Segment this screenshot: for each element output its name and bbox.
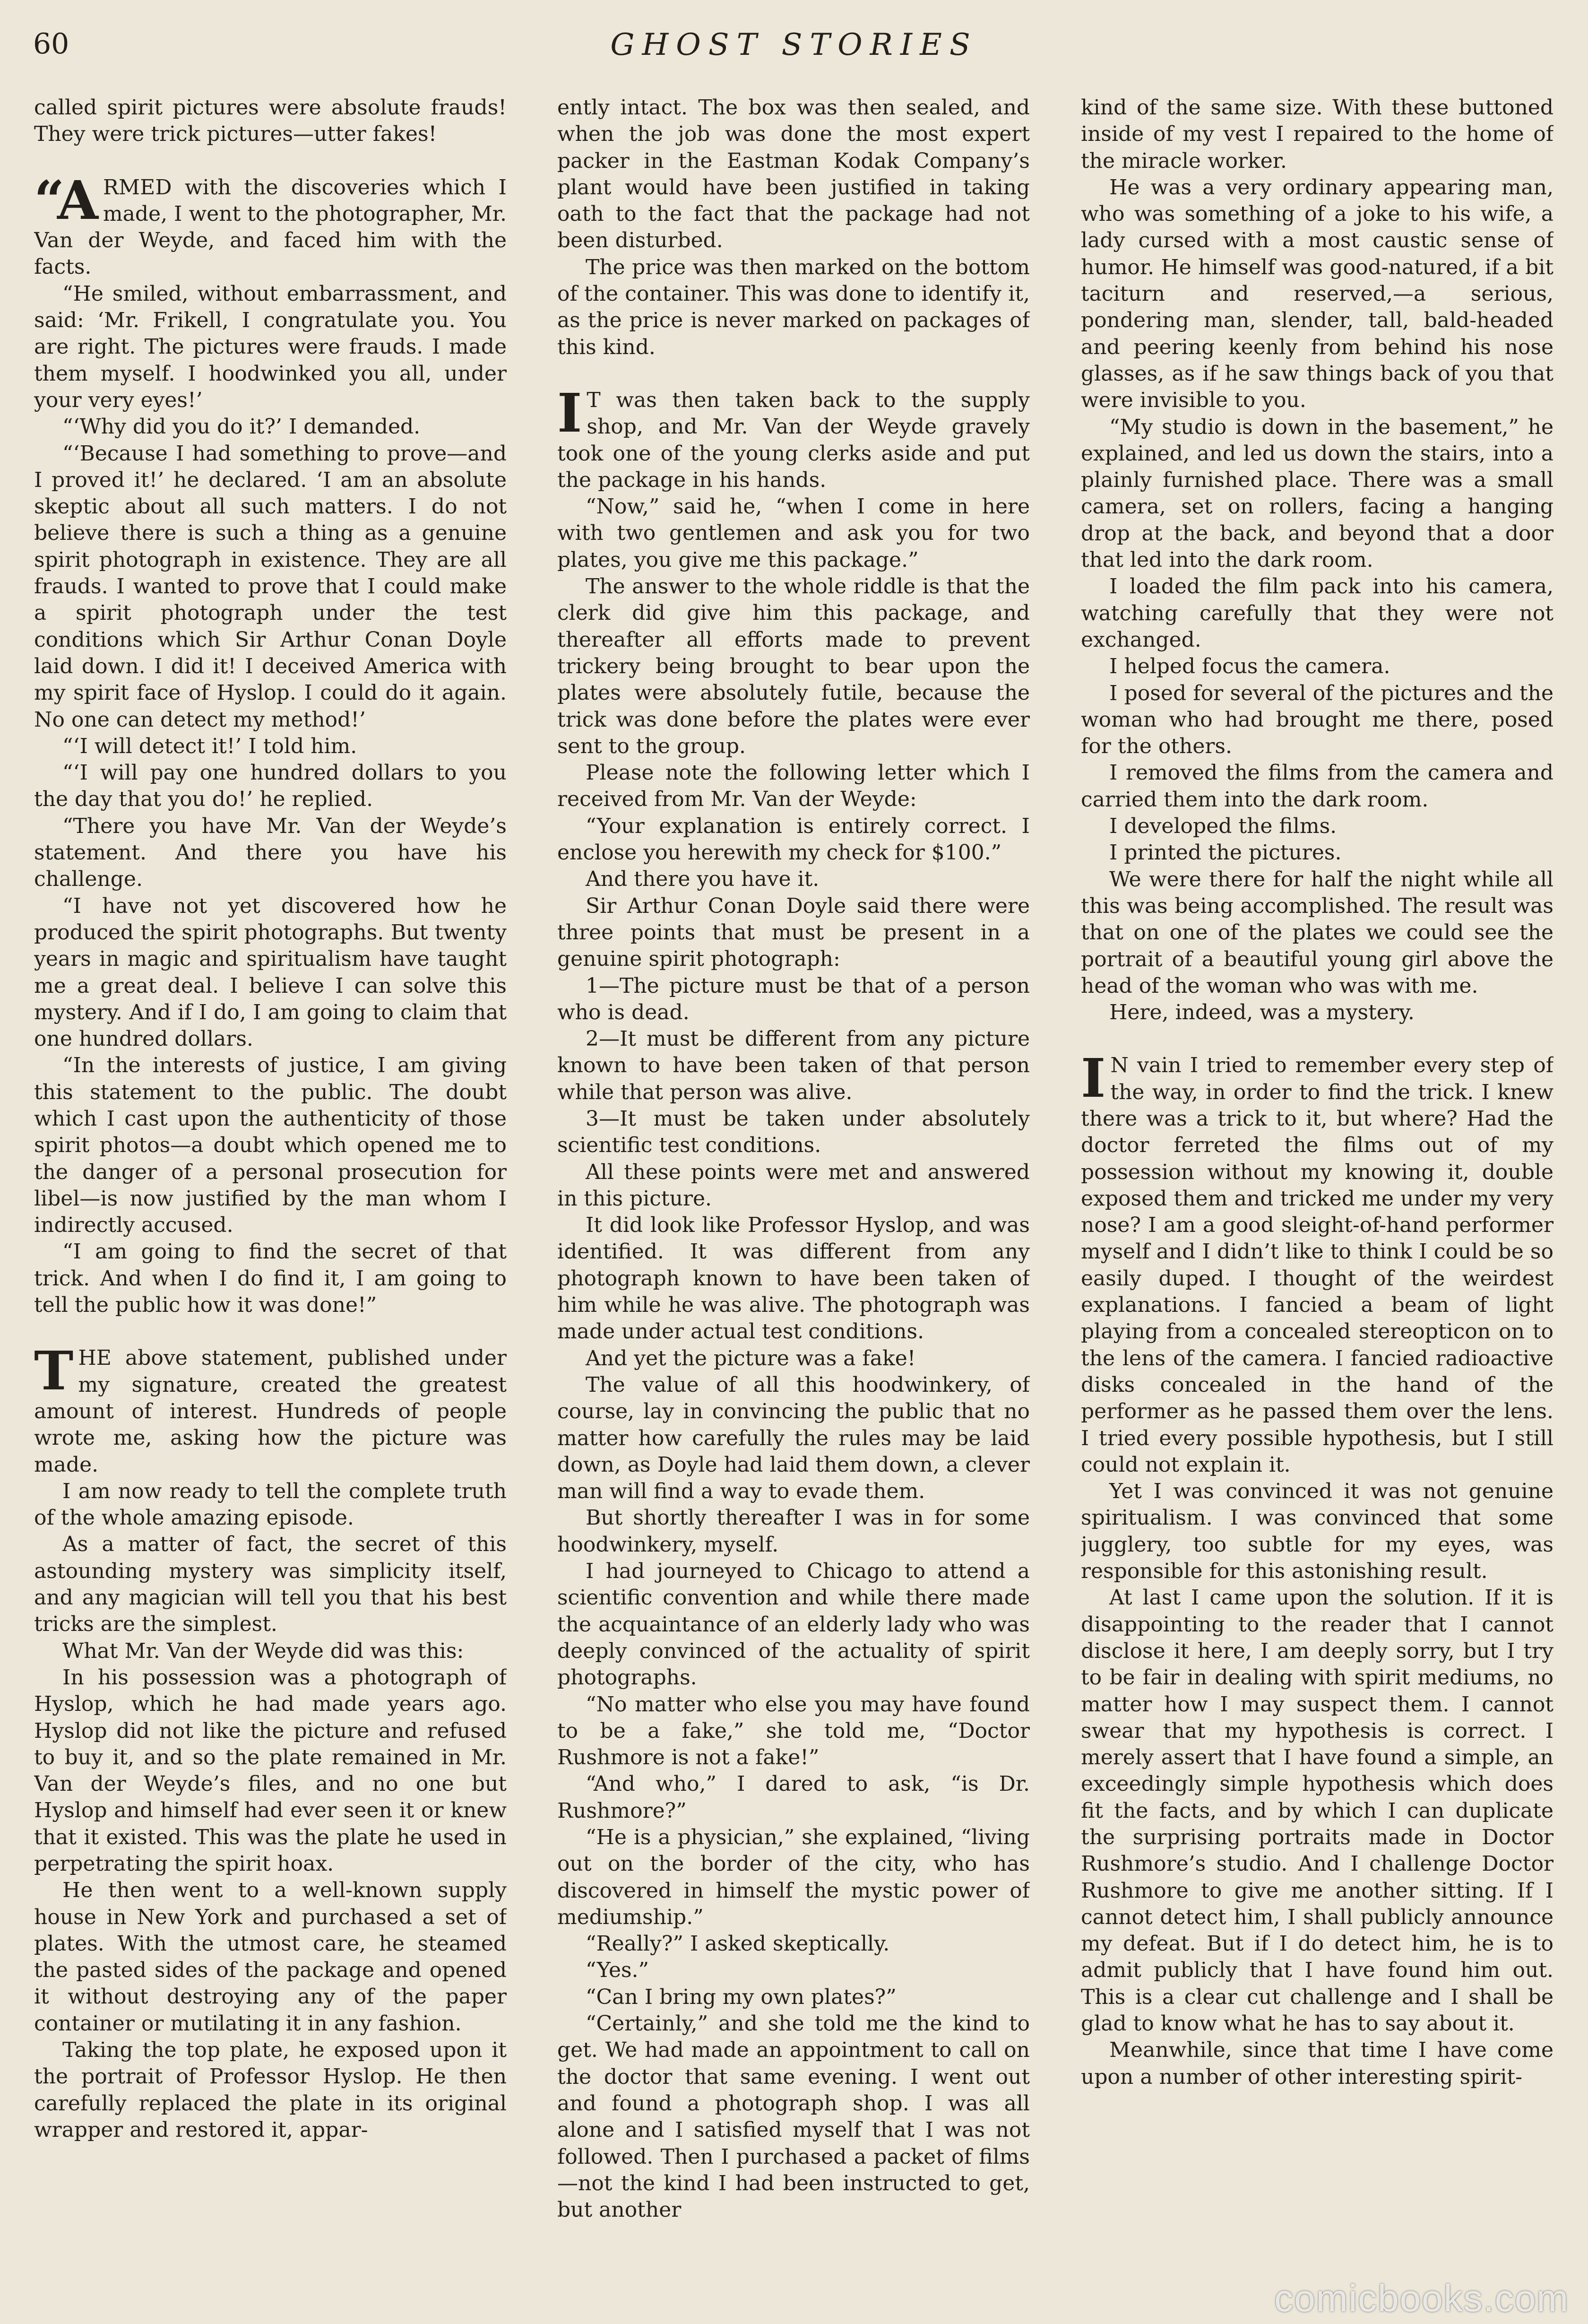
paragraph — [1081, 573, 1553, 653]
paragraph — [1081, 95, 1553, 174]
paragraph — [1081, 174, 1553, 414]
paragraph-text: I removed the films from the camera and carried them into the dark room. — [1081, 761, 1553, 812]
paragraph — [34, 1239, 507, 1318]
paragraph — [1081, 1478, 1553, 1585]
paragraph — [557, 1372, 1030, 1505]
paragraph-text: “‘I will detect it!’ I told him. — [62, 734, 357, 758]
paragraph — [557, 494, 1030, 573]
paragraph-text: And yet the picture was a fake! — [586, 1346, 916, 1370]
paragraph — [1081, 840, 1553, 866]
paragraph — [34, 281, 507, 414]
page-header — [33, 23, 1555, 70]
paragraph — [557, 1957, 1030, 1984]
drop-cap: T — [34, 1340, 74, 1403]
paragraph — [1081, 414, 1553, 574]
paragraph-text: I had journeyed to Chicago to attend a scientific convention and while there made the acquaintance of an elderly lady who was deeply convinced of the actuality of spirit photographs. — [557, 1559, 1030, 1690]
paragraph-text: RMED with the discoveries which I made, I went to the photographer, Mr. Van der Weyde, and faced him with the facts. — [34, 175, 507, 279]
paragraph — [34, 95, 507, 148]
paragraph — [557, 760, 1030, 813]
paragraph — [34, 1665, 507, 1877]
paragraph — [557, 1026, 1030, 1106]
paragraph-text: “Your explanation is entirely correct. I enclose you herewith my check for $100.” — [557, 814, 1030, 865]
paragraph — [557, 1212, 1030, 1345]
paragraph-text: “He smiled, without embarrassment, and said: ‘Mr. Frikell, I congratulate you. You are right. The pictures were frauds. I made them myself. I hoodwinked you all, under your very eyes!’ — [34, 281, 507, 412]
paragraph — [557, 254, 1030, 361]
paragraph-text: “I have not yet discovered how he produced the spirit photographs. But twenty years in magic and spiritualism have taught me a great deal. I believe I can solve this mystery. And if I do, I am going to claim that one hundred dollars. — [34, 893, 507, 1051]
paragraph-text: “‘Because I had something to prove—and I proved it!’ he declared. ‘I am an absolute skeptic about all such matters. I do not believe there is such a thing as a genuine spirit photograph in existence. They are all frauds. I wanted to prove that I could make a spirit photograph under the test conditions which Sir Arthur Conan Doyle laid down. I did it! I deceived America with my spirit face of Hyslop. I could do it again. No one can detect my method!’ — [34, 441, 507, 732]
paragraph-text: Taking the top plate, he exposed upon it the portrait of Professor Hyslop. He then carefully replaced the plate in its original wrapper and restored it, appar- — [34, 2038, 507, 2142]
paragraph-text: But shortly thereafter I was in for some hoodwinkery, myself. — [557, 1506, 1030, 1557]
paragraph-text: T was then taken back to the supply shop, and Mr. Van der Weyde gravely took one of the young clerks aside and put the package in his hands. — [557, 388, 1030, 492]
paragraph — [557, 95, 1030, 254]
paragraph — [1081, 1048, 1553, 1478]
paragraph-text: “Really?” I asked skeptically. — [586, 1932, 890, 1956]
paragraph — [557, 893, 1030, 973]
text-column-3 — [1081, 95, 1553, 2293]
paragraph — [34, 813, 507, 893]
paragraph-text: “And who,” I dared to ask, “is Dr. Rushmore?” — [557, 1772, 1030, 1823]
drop-cap: I — [557, 382, 582, 444]
paragraph — [1081, 653, 1553, 680]
paragraph-text: HE above statement, published under my signature, created the greatest amount of interest. Hundreds of people wrote me, asking how the picture was made. — [34, 1346, 507, 1477]
paragraph — [34, 1531, 507, 1638]
paragraph-text: As a matter of fact, the secret of this astounding mystery was simplicity itself, and any magician will tell you that his best tricks are the simplest. — [34, 1532, 507, 1637]
paragraph-text: “In the interests of justice, I am giving this statement to the public. The doubt which I cast upon the authenticity of those spirit photos—a doubt which opened me to the danger of a personal prosecution for libel—is now justified by the man whom I indirectly accused. — [34, 1053, 507, 1238]
paragraph-text: I am now ready to tell the complete truth of the whole amazing episode. — [34, 1479, 507, 1530]
paragraph-text: “Now,” said he, “when I come in here with two gentlemen and ask you for two plates, you give me this package.” — [557, 494, 1030, 572]
paragraph-text: He was a very ordinary appearing man, who was something of a joke to his wife, a lady cursed with a most caustic sense of humor. He himself was good-natured, if a bit taciturn and reserved,—a serious, pondering man, slender, tall, bald-headed and peering keenly from behind his nose glasses, as if he saw things back of you that were invisible to you. — [1081, 175, 1553, 413]
paragraph-text: In his possession was a photograph of Hyslop, which he had made years ago. Hyslop did not like the picture and refused to buy it, and so the plate remained in Mr. Van der Weyde’s files, and no one but Hyslop and himself had ever seen it or knew that it existed. This was the plate he used in perpetrating the spirit hoax. — [34, 1665, 507, 1876]
paragraph-text: 2—It must be different from any picture known to have been taken of that person while that person was alive. — [557, 1027, 1030, 1104]
paragraph — [34, 733, 507, 760]
drop-cap: “A — [34, 169, 98, 232]
paragraph — [34, 760, 507, 813]
paragraph-text: kind of the same size. With these buttoned inside of my vest I repaired to the home of the miracle worker. — [1081, 95, 1553, 173]
paragraph — [557, 1771, 1030, 1824]
paragraph-text: “Certainly,” and she told me the kind to get. We had made an appointment to call on the doctor that same evening. I went out and found a photograph shop. I was all alone and I satisfied myself that I was not followed. Then I purchased a packet of films—not the kind I had been instructed to get, but another — [557, 2012, 1030, 2222]
paragraph — [1081, 813, 1553, 840]
paragraph — [557, 1558, 1030, 1691]
paragraph-text: I loaded the film pack into his camera, watching carefully that they were not exchanged. — [1081, 574, 1553, 652]
paragraph-text: “No matter who else you may have found to be a fake,” she told me, “Doctor Rushmore is not a fake!” — [557, 1692, 1030, 1770]
paragraph — [34, 169, 507, 281]
paragraph — [34, 441, 507, 733]
paragraph — [34, 1638, 507, 1665]
paragraph — [557, 1159, 1030, 1213]
paragraph — [557, 382, 1030, 494]
paragraph-text: The answer to the whole riddle is that the clerk did give him this package, and thereafter all efforts made to prevent trickery being brought to bear upon the plates were absolutely futile, because the trick was done before the plates were ever sent to the group. — [557, 574, 1030, 758]
text-column-1 — [34, 95, 507, 2293]
paragraph-text: “I am going to find the secret of that trick. And when I do find it, I am going to tell the public how it was done!” — [34, 1240, 507, 1318]
paragraph — [34, 1877, 507, 2037]
paragraph-text: The value of all this hoodwinkery, of course, lay in convincing the public that no matter how carefully the rules may be laid down, as Doyle had laid them down, a clever man will find a way to evade them. — [557, 1372, 1030, 1504]
paragraph-text: “Can I bring my own plates?” — [586, 1985, 897, 2009]
paragraph — [34, 1340, 507, 1478]
paragraph — [34, 414, 507, 440]
paragraph — [34, 893, 507, 1053]
paragraph — [34, 1052, 507, 1239]
magazine-title: GHOST STORIES — [610, 27, 978, 62]
paragraph-text: 3—It must be taken under absolutely scientific test conditions. — [557, 1106, 1030, 1158]
paragraph — [1081, 680, 1553, 760]
paragraph-text: “My studio is down in the basement,” he explained, and led us down the stairs, into a plainly furnished place. There was a small camera, set on rollers, facing a hanging drop at the back, and beyond that a door that led into the dark room. — [1081, 415, 1553, 572]
paragraph — [557, 1106, 1030, 1159]
paragraph — [557, 866, 1030, 893]
page-number: 60 — [33, 27, 69, 61]
paragraph — [557, 813, 1030, 867]
paragraph-text: called spirit pictures were absolute frauds! They were trick pictures—utter fakes! — [34, 95, 507, 147]
paragraph — [1081, 867, 1553, 999]
paragraph — [557, 1984, 1030, 2011]
paragraph-text: I posed for several of the pictures and the woman who had brought me there, posed for the others. — [1081, 681, 1553, 759]
paragraph — [557, 573, 1030, 760]
paragraph — [1081, 1585, 1553, 2037]
paragraph — [1081, 2037, 1553, 2090]
paragraph-text: “There you have Mr. Van der Weyde’s statement. And there you have his challenge. — [34, 814, 507, 892]
paragraph — [557, 1345, 1030, 1372]
paragraph — [1081, 999, 1553, 1026]
paragraph-text: What Mr. Van der Weyde did was this: — [62, 1639, 464, 1663]
paragraph-text: And there you have it. — [586, 867, 820, 892]
paragraph-text: All these points were met and answered in this picture. — [557, 1160, 1030, 1211]
paragraph-text: I developed the films. — [1109, 814, 1337, 839]
paragraph-text: I helped focus the camera. — [1109, 654, 1390, 679]
site-watermark: comicbooks.com — [1274, 2277, 1569, 2319]
paragraph — [557, 1824, 1030, 1931]
paragraph-text: We were there for half the night while all this was being accomplished. The result was that on one of the plates we could see the portrait of a beautiful young girl above the head of the woman who was with me. — [1081, 867, 1553, 998]
paragraph-text: At last I came upon the solution. If it is disappointing to the reader that I cannot disclose it here, I am deeply sorry, but I try to be fair in dealing with spirit mediums, no matter how I may suspect them. I cannot swear that my hypothesis is correct. I merely assert that I have found a simple, an exceedingly simple hypothesis which does fit the facts, and by which I can duplicate the surprising portraits made in Doctor Rushmore’s studio. And I challenge Doctor Rushmore to give me another sitting. If I cannot detect him, I shall publicly announce my defeat. But if I do detect him, he is to admit publicly that I have found him out. This is a clear cut challenge and I shall be glad to know what he has to say about it. — [1081, 1586, 1553, 2036]
paragraph-text: “‘I will pay one hundred dollars to you the day that you do!’ he replied. — [34, 761, 507, 812]
paragraph-text: ently intact. The box was then sealed, and when the job was done the most expert packer in the Eastman Kodak Company’s plant would have been justified in taking oath to the fact that the package had not been disturbed. — [557, 95, 1030, 253]
article-columns — [34, 95, 1561, 2293]
paragraph-text: I printed the pictures. — [1109, 841, 1342, 865]
paragraph-text: The price was then marked on the bottom of the container. This was done to identify it, as the price is never marked on packages of this kind. — [557, 255, 1030, 359]
paragraph-text: He then went to a well-known supply house in New York and purchased a set of plates. With the utmost care, he steamed the pasted sides of the package and opened it without destroying any of the paper container or mutilating it in any fashion. — [34, 1878, 507, 2036]
paragraph-text: N vain I tried to remember every step of the way, in order to find the trick. I knew there was a trick to it, but where? Had the doctor ferreted the films out of my possession without my knowing it, double exposed them and tricked me under my very nose? I am a good sleight-of-hand performer myself and I didn’t like to think I could be so easily duped. I thought of the weirdest explanations. I fancied a beam of light playing from a concealed stereopticon on to the lens of the camera. I fancied radioactive disks concealed in the hand of the performer as he passed them over the lens. I tried every possible hypothesis, but I still could not explain it. — [1081, 1053, 1553, 1477]
paragraph-text: Please note the following letter which I received from Mr. Van der Weyde: — [557, 761, 1030, 812]
paragraph — [34, 1478, 507, 1532]
paragraph — [34, 2037, 507, 2143]
text-column-2 — [557, 95, 1030, 2293]
paragraph — [557, 2011, 1030, 2223]
paragraph — [557, 1931, 1030, 1957]
paragraph-text: Meanwhile, since that time I have come upon a number of other interesting spirit- — [1081, 2038, 1553, 2089]
drop-cap: I — [1081, 1048, 1106, 1110]
paragraph-text: Here, indeed, was a mystery. — [1109, 1000, 1415, 1025]
paragraph — [1081, 760, 1553, 813]
paragraph-text: 1—The picture must be that of a person who is dead. — [557, 973, 1030, 1024]
paragraph-text: Sir Arthur Conan Doyle said there were three points that must be present in a genuine spirit photograph: — [557, 893, 1030, 971]
paragraph-text: “Yes.” — [586, 1958, 649, 1983]
paragraph — [557, 1691, 1030, 1771]
paragraph-text: Yet I was convinced it was not genuine spiritualism. I was convinced that some jugglery, too subtle for my eyes, was responsible for this astonishing result. — [1081, 1479, 1553, 1584]
paragraph — [557, 1505, 1030, 1558]
paragraph — [557, 973, 1030, 1026]
paragraph-text: “‘Why did you do it?’ I demanded. — [62, 415, 421, 439]
paragraph-text: “He is a physician,” she explained, “living out on the border of the city, who has discovered in himself the mystic power of mediumship.” — [557, 1825, 1030, 1929]
paragraph-text: It did look like Professor Hyslop, and was identified. It was different from any photograph known to have been taken of him while he was alive. The photograph was made under actual test conditions. — [557, 1213, 1030, 1344]
